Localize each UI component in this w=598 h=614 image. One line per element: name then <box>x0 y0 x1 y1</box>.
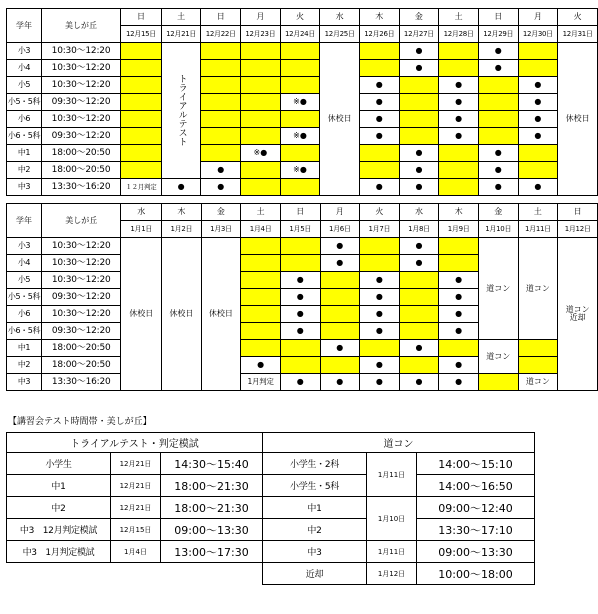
test-row-label: 中1 <box>7 475 111 497</box>
date: 12月26日 <box>359 26 399 43</box>
dokon-row-date: 1月11日 <box>367 453 417 497</box>
dokon-row-time: 14:00～16:50 <box>417 475 535 497</box>
weekday: 水 <box>399 204 439 221</box>
class-cell: ● <box>439 357 479 374</box>
dokon-cell <box>518 238 558 340</box>
dokon-kinkyaku-cell <box>558 238 598 391</box>
dokon-cell <box>478 238 518 340</box>
class-cell <box>241 238 281 255</box>
school-header: 美しが丘 <box>41 9 120 43</box>
weekday: 日 <box>121 9 162 26</box>
grade-header: 学年 <box>7 9 42 43</box>
class-cell <box>280 43 320 60</box>
test-row-label: 中3 12月判定模試 <box>7 519 111 541</box>
class-cell <box>439 145 479 162</box>
class-cell <box>399 272 439 289</box>
weekday: 金 <box>201 204 241 221</box>
class-cell <box>280 340 320 357</box>
grade-label: 中3 <box>7 374 42 391</box>
class-cell: ● <box>518 111 558 128</box>
date: 12月24日 <box>280 26 320 43</box>
weekday: 土 <box>439 9 479 26</box>
class-cell: ● <box>320 238 360 255</box>
class-cell: ● <box>201 179 241 196</box>
class-cell: ● <box>280 306 320 323</box>
class-cell <box>280 60 320 77</box>
time-range: 09:30～12:20 <box>41 128 120 145</box>
grade-label: 小5 <box>7 77 42 94</box>
class-cell: ● <box>399 43 439 60</box>
time-range: 18:00～20:50 <box>41 145 120 162</box>
dokon-row-time: 09:00～12:40 <box>417 497 535 519</box>
weekday: 土 <box>161 9 201 26</box>
class-cell: ● <box>320 374 360 391</box>
class-cell <box>201 128 241 145</box>
closed-day-cell <box>162 238 202 391</box>
time-range: 09:30～12:20 <box>41 289 121 306</box>
class-cell <box>121 60 162 77</box>
class-cell: ● <box>280 323 320 340</box>
class-cell: ● <box>359 128 399 145</box>
dokon-row-label: 中2 <box>263 519 367 541</box>
closed-day-cell <box>201 238 241 391</box>
time-range: 10:30～12:20 <box>41 60 120 77</box>
class-cell: ● <box>201 162 241 179</box>
class-cell <box>478 94 518 111</box>
class-cell: ● <box>439 374 479 391</box>
class-cell: ※● <box>280 162 320 179</box>
dokon-row-label: 小学生・2科 <box>263 453 367 475</box>
class-cell <box>360 255 400 272</box>
class-cell <box>320 289 360 306</box>
class-cell <box>121 111 162 128</box>
class-cell: ● <box>280 374 320 391</box>
date: 1月3日 <box>201 221 241 238</box>
class-cell: ● <box>359 111 399 128</box>
dokon-row-label: 小学生・5科 <box>263 475 367 497</box>
class-cell <box>241 162 281 179</box>
class-cell <box>399 306 439 323</box>
dokon-label: 道コン <box>486 283 511 293</box>
class-cell: ● <box>359 179 399 196</box>
weekday: 日 <box>280 204 320 221</box>
weekday: 火 <box>280 9 320 26</box>
date: 1月11日 <box>518 221 558 238</box>
test-row-date: 1月4日 <box>111 541 161 563</box>
grade-label: 中3 <box>7 179 42 196</box>
class-cell <box>121 77 162 94</box>
date: 1月2日 <box>162 221 202 238</box>
weekday: 日 <box>201 9 241 26</box>
time-range: 13:30～16:20 <box>41 179 120 196</box>
time-range: 10:30～12:20 <box>41 255 121 272</box>
date: 12月31日 <box>558 26 598 43</box>
test-row-date: 12月21日 <box>111 497 161 519</box>
date: 12月22日 <box>201 26 241 43</box>
class-cell <box>121 128 162 145</box>
class-cell <box>399 289 439 306</box>
closed-day-cell <box>320 43 360 196</box>
dokon-label: 道コン <box>486 351 511 361</box>
class-cell <box>399 357 439 374</box>
dokon-row-date: 1月11日 <box>367 541 417 563</box>
grade-label: 小5 <box>7 272 42 289</box>
class-cell <box>280 255 320 272</box>
test-row-time: 18:00～21:30 <box>161 475 263 497</box>
class-cell: ● <box>360 323 400 340</box>
class-cell: ● <box>399 340 439 357</box>
weekday: 水 <box>320 9 360 26</box>
time-range: 10:30～12:20 <box>41 77 120 94</box>
grade-label: 小3 <box>7 43 42 60</box>
grade-label: 小3 <box>7 238 42 255</box>
dokon-header: 道コン <box>263 433 535 453</box>
class-cell: ● <box>399 374 439 391</box>
empty-cell <box>7 563 111 585</box>
closed-day-label: 休校日 <box>327 114 352 123</box>
class-cell: ● <box>360 272 400 289</box>
empty-cell <box>161 563 263 585</box>
class-cell <box>280 238 320 255</box>
class-cell <box>241 272 281 289</box>
class-cell: ● <box>399 179 439 196</box>
class-cell <box>201 77 241 94</box>
closed-day-label: 休校日 <box>129 309 154 318</box>
class-cell: ● <box>280 272 320 289</box>
time-range: 09:30～12:20 <box>41 94 120 111</box>
dokon-row-date: 1月10日 <box>367 497 417 541</box>
date: 1月6日 <box>320 221 360 238</box>
date: 12月27日 <box>399 26 439 43</box>
weekday: 土 <box>518 204 558 221</box>
class-cell: ● <box>320 340 360 357</box>
class-cell <box>478 77 518 94</box>
weekday: 日 <box>478 9 518 26</box>
date: 12月21日 <box>161 26 201 43</box>
class-cell <box>320 357 360 374</box>
date: 12月28日 <box>439 26 479 43</box>
test-row-time: 09:00～13:30 <box>161 519 263 541</box>
class-cell <box>518 357 558 374</box>
dokon-row-time: 09:00～13:30 <box>417 541 535 563</box>
date: 1月5日 <box>280 221 320 238</box>
closed-day-cell <box>121 238 162 391</box>
dokon-cell <box>478 340 518 374</box>
date: 12月23日 <box>241 26 281 43</box>
closed-day-label: 休校日 <box>565 114 590 123</box>
class-cell <box>241 323 281 340</box>
class-cell <box>241 128 281 145</box>
class-cell <box>241 77 281 94</box>
class-cell <box>360 238 400 255</box>
trial-test-label: トライアルテスト <box>176 73 187 146</box>
class-cell <box>121 162 162 179</box>
test-row-label: 中2 <box>7 497 111 519</box>
weekday: 木 <box>359 9 399 26</box>
class-cell <box>241 255 281 272</box>
time-range: 10:30～12:20 <box>41 272 121 289</box>
class-cell <box>399 94 439 111</box>
class-cell <box>121 145 162 162</box>
class-cell <box>439 60 479 77</box>
dokon-row-time: 10:00～18:00 <box>417 563 535 585</box>
grade-label: 小6・5科 <box>7 323 42 340</box>
class-cell <box>121 94 162 111</box>
date: 12月30日 <box>518 26 558 43</box>
class-cell: ※● <box>280 94 320 111</box>
class-cell <box>241 179 281 196</box>
class-cell: ● <box>518 94 558 111</box>
class-cell <box>280 179 320 196</box>
class-cell: ● <box>399 60 439 77</box>
test-row-date: 12月15日 <box>111 519 161 541</box>
class-cell: ● <box>399 145 439 162</box>
time-range: 10:30～12:20 <box>41 111 120 128</box>
class-cell <box>280 111 320 128</box>
weekday: 金 <box>478 204 518 221</box>
class-cell <box>280 145 320 162</box>
class-cell <box>399 323 439 340</box>
class-cell <box>201 60 241 77</box>
test-row-label: 中3 1月判定模試 <box>7 541 111 563</box>
class-cell: ● <box>360 289 400 306</box>
test-row-date: 12月21日 <box>111 475 161 497</box>
class-cell: ● <box>161 179 201 196</box>
class-cell: ● <box>439 111 479 128</box>
class-cell <box>399 128 439 145</box>
class-cell <box>478 374 518 391</box>
class-cell: ● <box>360 306 400 323</box>
class-cell <box>439 238 479 255</box>
january-schedule-table <box>6 203 598 391</box>
trial-test-header: トライアルテスト・判定模試 <box>7 433 263 453</box>
class-cell <box>201 94 241 111</box>
class-cell <box>518 340 558 357</box>
class-cell: ● <box>399 255 439 272</box>
class-cell <box>518 60 558 77</box>
class-cell: ● <box>478 179 518 196</box>
time-range: 18:00～20:50 <box>41 357 121 374</box>
class-cell <box>241 111 281 128</box>
time-range: 10:30～12:20 <box>41 306 121 323</box>
class-cell: ● <box>280 289 320 306</box>
class-cell: ● <box>320 255 360 272</box>
weekday: 月 <box>518 9 558 26</box>
dokon-row-date: 1月12日 <box>367 563 417 585</box>
class-cell <box>201 111 241 128</box>
dokon-row-time: 13:30～17:10 <box>417 519 535 541</box>
grade-label: 小6・5科 <box>7 128 42 145</box>
test-row-time: 14:30～15:40 <box>161 453 263 475</box>
date: 12月25日 <box>320 26 360 43</box>
dokon-row-label: 中3 <box>263 541 367 563</box>
class-cell <box>360 340 400 357</box>
grade-label: 中2 <box>7 162 42 179</box>
dokon-row-label: 中1 <box>263 497 367 519</box>
class-cell <box>241 306 281 323</box>
class-cell <box>439 43 479 60</box>
class-cell <box>241 340 281 357</box>
empty-cell <box>111 563 161 585</box>
weekday: 火 <box>558 9 598 26</box>
december-schedule-table <box>6 8 598 196</box>
class-cell <box>201 145 241 162</box>
weekday: 木 <box>439 204 479 221</box>
school-header: 美しが丘 <box>41 204 121 238</box>
class-cell <box>518 145 558 162</box>
grade-label: 小4 <box>7 60 42 77</box>
grade-label: 中1 <box>7 340 42 357</box>
date: 1月4日 <box>241 221 281 238</box>
time-range: 18:00～20:50 <box>41 162 120 179</box>
class-cell <box>241 60 281 77</box>
test-section-title: 【講習会テスト時間帯・美しが丘】 <box>8 417 152 427</box>
class-cell <box>280 77 320 94</box>
test-time-table <box>6 432 535 585</box>
class-cell <box>241 43 281 60</box>
class-cell <box>478 128 518 145</box>
class-cell <box>359 162 399 179</box>
class-cell: ● <box>478 60 518 77</box>
date: 1月1日 <box>121 221 162 238</box>
class-cell: ● <box>439 77 479 94</box>
grade-label: 中2 <box>7 357 42 374</box>
class-cell: ● <box>360 357 400 374</box>
class-cell: ● <box>439 272 479 289</box>
class-cell: ● <box>399 162 439 179</box>
class-cell: ● <box>359 77 399 94</box>
dokon-kinkyaku-label: 道コン 近却 <box>565 305 590 322</box>
weekday: 月 <box>320 204 360 221</box>
weekday: 木 <box>162 204 202 221</box>
class-cell <box>439 162 479 179</box>
weekday: 金 <box>399 9 439 26</box>
class-cell <box>241 94 281 111</box>
date: 12月29日 <box>478 26 518 43</box>
class-cell <box>439 179 479 196</box>
class-cell <box>241 289 281 306</box>
trial-test-cell <box>161 43 201 179</box>
grade-label: 小5・5科 <box>7 289 42 306</box>
class-cell <box>320 323 360 340</box>
date: 1月10日 <box>478 221 518 238</box>
dokon-label: 道コン <box>525 283 550 293</box>
closed-day-cell <box>558 43 598 196</box>
class-cell <box>320 272 360 289</box>
time-range: 09:30～12:20 <box>41 323 121 340</box>
closed-day-label: 休校日 <box>169 309 194 318</box>
date: 12月15日 <box>121 26 162 43</box>
class-cell <box>359 43 399 60</box>
dokon-row-label: 近却 <box>263 563 367 585</box>
class-cell <box>201 43 241 60</box>
test-row-date: 12月21日 <box>111 453 161 475</box>
date: 1月7日 <box>360 221 400 238</box>
exam-cell: 1月判定 <box>241 374 281 391</box>
grade-label: 小6 <box>7 111 42 128</box>
class-cell <box>518 43 558 60</box>
class-cell: ※● <box>280 128 320 145</box>
class-cell <box>478 111 518 128</box>
time-range: 18:00～20:50 <box>41 340 121 357</box>
weekday: 火 <box>360 204 400 221</box>
class-cell: ● <box>241 357 281 374</box>
class-cell <box>359 60 399 77</box>
class-cell: ● <box>360 374 400 391</box>
date: 1月8日 <box>399 221 439 238</box>
time-range: 10:30～12:20 <box>41 238 121 255</box>
class-cell: ● <box>439 94 479 111</box>
grade-label: 中1 <box>7 145 42 162</box>
test-row-time: 18:00～21:30 <box>161 497 263 519</box>
test-row-time: 13:00～17:30 <box>161 541 263 563</box>
grade-header: 学年 <box>7 204 42 238</box>
time-range: 13:30～16:20 <box>41 374 121 391</box>
class-cell: ● <box>359 94 399 111</box>
dokon-row-time: 14:00～15:10 <box>417 453 535 475</box>
class-cell <box>320 306 360 323</box>
class-cell: ● <box>518 179 558 196</box>
class-cell: ● <box>439 289 479 306</box>
class-cell <box>399 111 439 128</box>
class-cell: ※● <box>241 145 281 162</box>
grade-label: 小6 <box>7 306 42 323</box>
class-cell: ● <box>478 145 518 162</box>
class-cell <box>280 357 320 374</box>
class-cell <box>121 43 162 60</box>
date: 1月12日 <box>558 221 598 238</box>
date: 1月9日 <box>439 221 479 238</box>
weekday: 水 <box>121 204 162 221</box>
class-cell <box>439 340 479 357</box>
class-cell: ● <box>478 162 518 179</box>
weekday: 土 <box>241 204 281 221</box>
class-cell: ● <box>439 323 479 340</box>
class-cell <box>359 145 399 162</box>
weekday: 日 <box>558 204 598 221</box>
class-cell <box>518 162 558 179</box>
weekday: 月 <box>241 9 281 26</box>
class-cell: ● <box>439 128 479 145</box>
class-cell: ● <box>518 77 558 94</box>
grade-label: 小5・5科 <box>7 94 42 111</box>
exam-cell: １２月判定 <box>121 179 162 196</box>
dokon-cell: 道コン <box>518 374 558 391</box>
class-cell: ● <box>478 43 518 60</box>
time-range: 10:30～12:20 <box>41 43 120 60</box>
class-cell <box>439 255 479 272</box>
class-cell <box>399 77 439 94</box>
class-cell: ● <box>439 306 479 323</box>
test-row-label: 小学生 <box>7 453 111 475</box>
class-cell: ● <box>399 238 439 255</box>
class-cell: ● <box>518 128 558 145</box>
closed-day-label: 休校日 <box>208 309 233 318</box>
grade-label: 小4 <box>7 255 42 272</box>
